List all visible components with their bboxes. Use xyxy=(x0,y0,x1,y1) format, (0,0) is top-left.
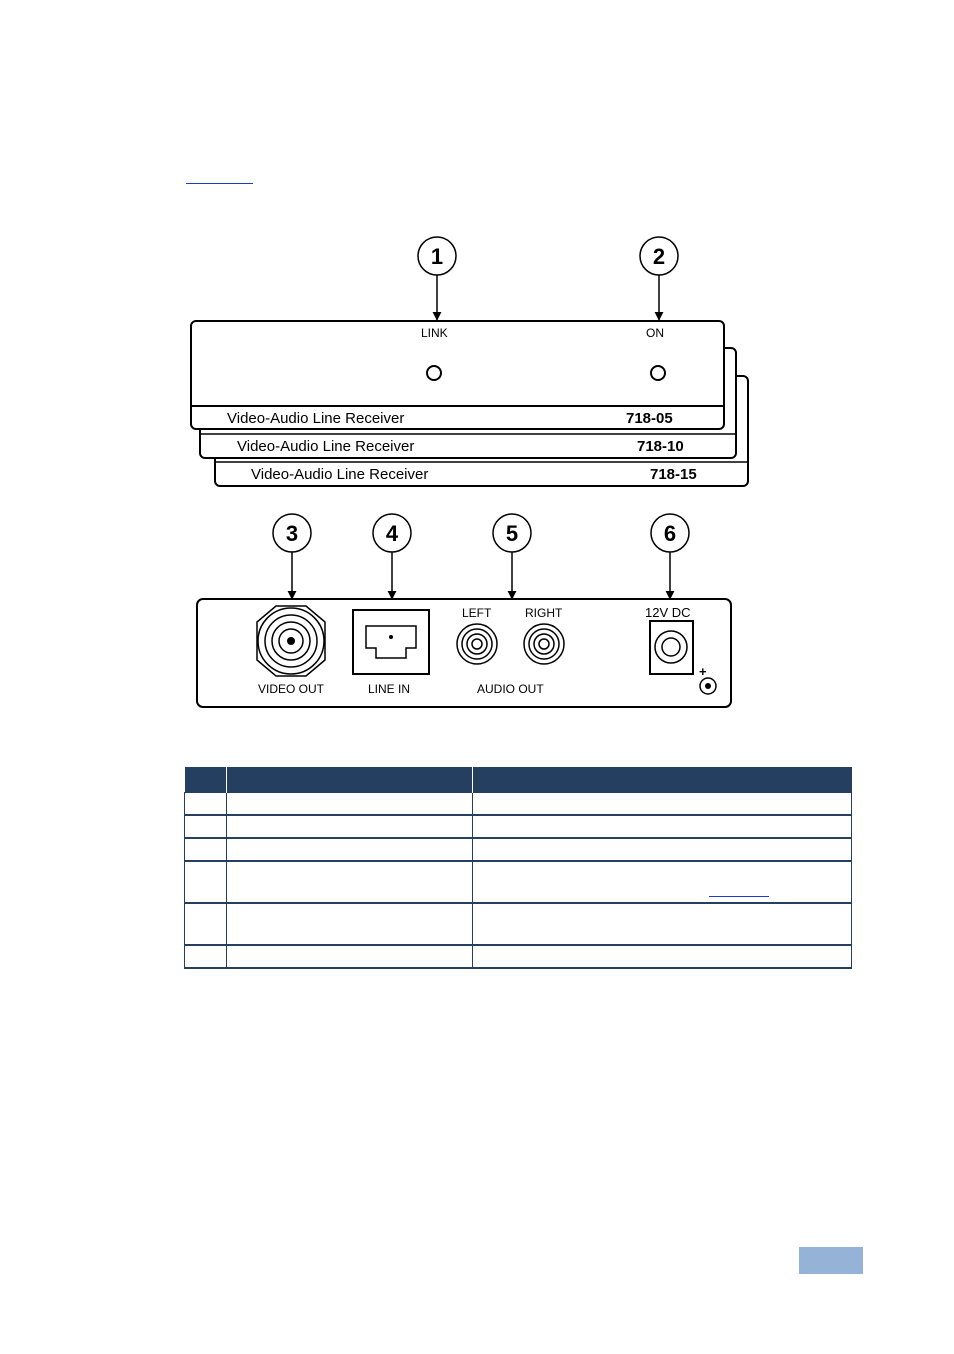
callout-3 xyxy=(273,514,311,599)
on-label: ON xyxy=(646,326,664,340)
right-label: RIGHT xyxy=(525,606,563,620)
polarity-label: + xyxy=(699,664,707,679)
callout-6 xyxy=(651,514,689,599)
link-label: LINK xyxy=(421,326,448,340)
unit-model-1: 718-05 xyxy=(626,410,673,427)
header-cell-feature xyxy=(227,767,473,793)
bnc-connector-icon xyxy=(257,606,325,676)
front-panel-718-05 xyxy=(191,321,724,429)
callout-1 xyxy=(418,237,456,320)
svg-text:2: 2 xyxy=(652,244,666,269)
callout-2 xyxy=(640,237,678,320)
unit-name-2: Video-Audio Line Receiver xyxy=(237,438,415,455)
feature-table xyxy=(184,767,852,969)
video-out-label: VIDEO OUT xyxy=(258,682,325,696)
header-cell-number xyxy=(185,767,227,793)
table-row xyxy=(185,815,852,838)
line-in-label: LINE IN xyxy=(368,682,411,696)
header-cell-function xyxy=(473,767,852,793)
svg-text:3: 3 xyxy=(285,521,299,546)
link-led-icon xyxy=(427,366,441,380)
svg-text:4: 4 xyxy=(385,521,399,546)
power-label: 12V DC xyxy=(645,605,691,620)
table-row xyxy=(185,793,852,816)
unit-name-3: Video-Audio Line Receiver xyxy=(251,466,429,483)
svg-text:1: 1 xyxy=(430,244,444,269)
page-number-box xyxy=(799,1247,863,1274)
audio-right-jack-icon xyxy=(524,624,564,664)
table-cell-link[interactable] xyxy=(709,895,769,897)
power-jack-icon xyxy=(650,621,693,674)
svg-text:6: 6 xyxy=(663,521,677,546)
audio-left-jack-icon xyxy=(457,624,497,664)
unit-model-3: 718-15 xyxy=(650,466,697,483)
svg-text:5: 5 xyxy=(505,521,519,546)
rear-panel xyxy=(197,599,731,707)
on-led-icon xyxy=(651,366,665,380)
table-row xyxy=(185,945,852,968)
left-label: LEFT xyxy=(462,606,492,620)
table-row xyxy=(185,838,852,861)
polarity-icon xyxy=(700,678,716,694)
table-header-row xyxy=(185,767,852,793)
table-row xyxy=(185,861,852,903)
unit-name-1: Video-Audio Line Receiver xyxy=(227,410,405,427)
audio-out-label: AUDIO OUT xyxy=(477,682,544,696)
callout-5 xyxy=(493,514,531,599)
unit-model-2: 718-10 xyxy=(637,438,684,455)
table-row xyxy=(185,903,852,945)
rj45-connector-icon xyxy=(353,610,429,674)
callout-4 xyxy=(373,514,411,599)
